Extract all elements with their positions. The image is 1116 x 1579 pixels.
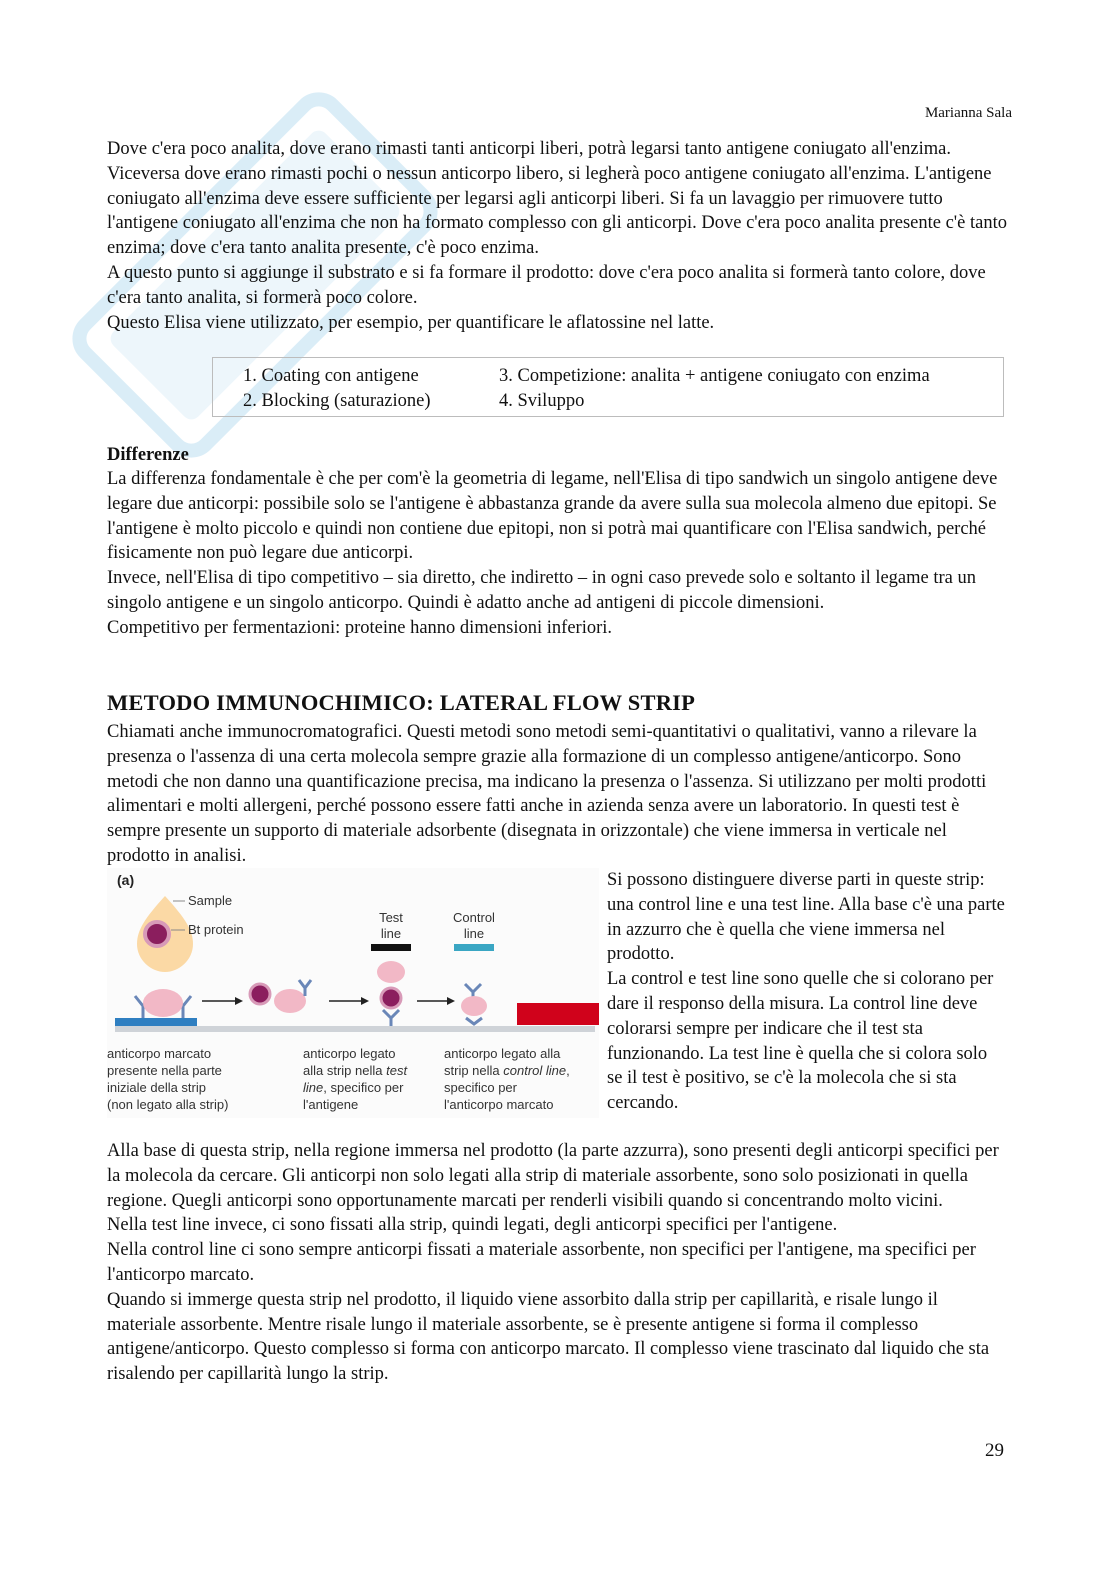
caption-3-line-2: strip nella control line,	[444, 1063, 570, 1078]
lower-paragraph-2: Nella test line invece, ci sono fissati alla strip, quindi legati, degli anticorpi specifici per l'antigene.	[107, 1215, 838, 1236]
lower-paragraph-1: Alla base di questa strip, nella regione immersa nel prodotto (la parte azzurra), sono presenti degli anticorpi specifici per la molecola da cercare. Gli anticorpi non solo legati alla strip di materiale assorbente, sono solo posizionati in quella regione. Quegli anticorpi sono opportunamente marcati per renderli visibili quando si concentrando molto vicini.	[107, 1141, 999, 1211]
side-text	[607, 868, 1007, 1116]
control-line-label-2: line	[463, 926, 485, 941]
caption-2-line-2: alla strip nella test	[303, 1063, 408, 1078]
example-paragraph: Questo Elisa viene utilizzato, per esempio, per quantificare le aflatossine nel latte.	[107, 312, 715, 333]
caption-2-line-4: l'antigene	[303, 1097, 359, 1112]
step-3: 3. Competizione: analita + antigene coniugato con enzima	[499, 366, 930, 386]
steps-box	[212, 357, 1004, 417]
differenze-section	[107, 467, 1007, 641]
caption-2-line-1: anticorpo legato	[303, 1046, 396, 1061]
side-paragraph-1: Si possono distinguere diverse parti in queste strip: una control line e una test line. Alla base c'è una parte in azzurro che è quella che viene immersa nel prodotto.	[607, 870, 1005, 965]
step-1: 1. Coating con antigene	[243, 366, 419, 386]
caption-1-line-4: (non legato alla strip)	[107, 1097, 229, 1112]
result-red-band	[517, 1003, 599, 1025]
differenze-paragraph-3: Competitivo per fermentazioni: proteine hanno dimensioni inferiori.	[107, 617, 613, 638]
sample-label: Sample	[188, 893, 233, 908]
strip-sample-pad	[115, 1018, 197, 1026]
lateral-flow-figure	[107, 868, 599, 1118]
lower-paragraph-4: Quando si immerge questa strip nel prodotto, il liquido viene assorbito dalla strip per capillarità, e risale lungo il materiale assorbente. Mentre risale lungo il materiale assorbente, se è presente antigene si forma il complesso antigene/anticorpo. Questo complesso si forma con anticorpo marcato. Il complesso viene trascinato dal liquido che sta risalendo per capillarità lungo la strip.	[107, 1289, 990, 1385]
lower-paragraph-3: Nella control line ci sono sempre anticorpi fissati a materiale assorbente, non specifici per l'antigene, ma specifici per l'anticorpo marcato.	[107, 1240, 976, 1285]
bt-protein-label: Bt protein	[188, 922, 244, 937]
caption-2-line-3: line, specifico per	[303, 1080, 404, 1095]
differenze-heading: Differenze	[107, 445, 189, 465]
intro-section	[107, 137, 1007, 335]
control-line-label-1: Control	[453, 910, 495, 925]
side-paragraph-2: La control e test line sono quelle che si colorano per dare il responso della misura. La control line deve colorarsi sempre per indicare che il test sta funzionando. La test line è quella che si colora solo se il test è positivo, se c'è la molecola che si sta cercando.	[607, 969, 994, 1114]
lower-section	[107, 1139, 1007, 1387]
metodo-paragraph: Chiamati anche immunocromatografici. Questi metodi sono metodi semi-quantitativi o qualitativi, vanno a rilevare la presenza o l'assenza di una certa molecola sempre grazie alla formazione di un complesso antigene/anticorpo. Sono metodi che non danno una quantificazione precisa, ma indicano la presenza o l'assenza. Si utilizzano per molti prodotti alimentari e molti allergeni, perché possono essere fatti anche in azienda senza avere un laboratorio. In questi test è sempre presente un supporto di materiale adsorbente (disegnata in orizzontale) che viene immersa in verticale nel prodotto in analisi.	[107, 722, 987, 866]
test-line-label-1: Test	[379, 910, 403, 925]
intro-paragraph: Dove c'era poco analita, dove erano rimasti tanti anticorpi liberi, potrà legarsi tanto antigene coniugato all'enzima. Viceversa dove erano rimasti pochi o nessun anticorpo libero, si legherà poco antigene coniugato all'enzima. L'antigene coniugato all'enzima deve essere sufficiente per legarsi agli anticorpi liberi. Si fa un lavaggio per rimuovere tutto l'antigene coniugato all'enzima che non ha formato complesso con gli anticorpi. Dove c'era poco analita presente c'è tanto enzima; dove c'era tanto analita presente, c'è poco enzima.	[107, 139, 1007, 259]
page-number: 29	[985, 1440, 1004, 1461]
caption-1-line-1: anticorpo marcato	[107, 1046, 212, 1061]
caption-3-line-4: l'anticorpo marcato	[444, 1097, 554, 1112]
step-4: 4. Sviluppo	[499, 390, 585, 411]
caption-3-line-1: anticorpo legato alla	[444, 1046, 561, 1061]
test-line-label-2: line	[380, 926, 402, 941]
metodo-heading: METODO IMMUNOCHIMICO: LATERAL FLOW STRIP	[107, 690, 696, 715]
test-line-marker	[371, 944, 411, 951]
step-2: 2. Blocking (saturazione)	[243, 390, 431, 411]
differenze-paragraph-1: La differenza fondamentale è che per com'è la geometria di legame, nell'Elisa di tipo sandwich un singolo antigene deve legare due anticorpi: possibile solo se l'antigene è abbastanza grande da avere sulla sua molecola almeno due epitopi. Se l'antigene è molto piccolo e quindi non contiene due epitopi, non si potrà mai quantificare con l'Elisa sandwich, perché fisicamente non può legare due anticorpi.	[107, 469, 998, 564]
strip-baseline	[115, 1026, 595, 1032]
caption-3-line-3: specifico per	[444, 1080, 517, 1095]
author-name: Marianna Sala	[924, 105, 1012, 121]
substrate-paragraph: A questo punto si aggiunge il substrato e si fa formare il prodotto: dove c'era poco analita si formerà tanto colore, dove c'era tanto analita, si formerà poco colore.	[107, 262, 986, 308]
figure-panel-label: (a)	[117, 872, 135, 888]
control-line-marker	[454, 944, 494, 951]
caption-1-line-2: presente nella parte	[107, 1063, 222, 1078]
differenze-paragraph-2: Invece, nell'Elisa di tipo competitivo – sia diretto, che indiretto – in ogni caso prevede solo e soltanto il legame tra un singolo antigene e un singolo anticorpo. Quindi è adatto anche ad antigeni di piccole dimensioni.	[107, 568, 977, 613]
bt-protein-icon	[145, 922, 169, 946]
caption-1-line-3: iniziale della strip	[107, 1080, 206, 1095]
